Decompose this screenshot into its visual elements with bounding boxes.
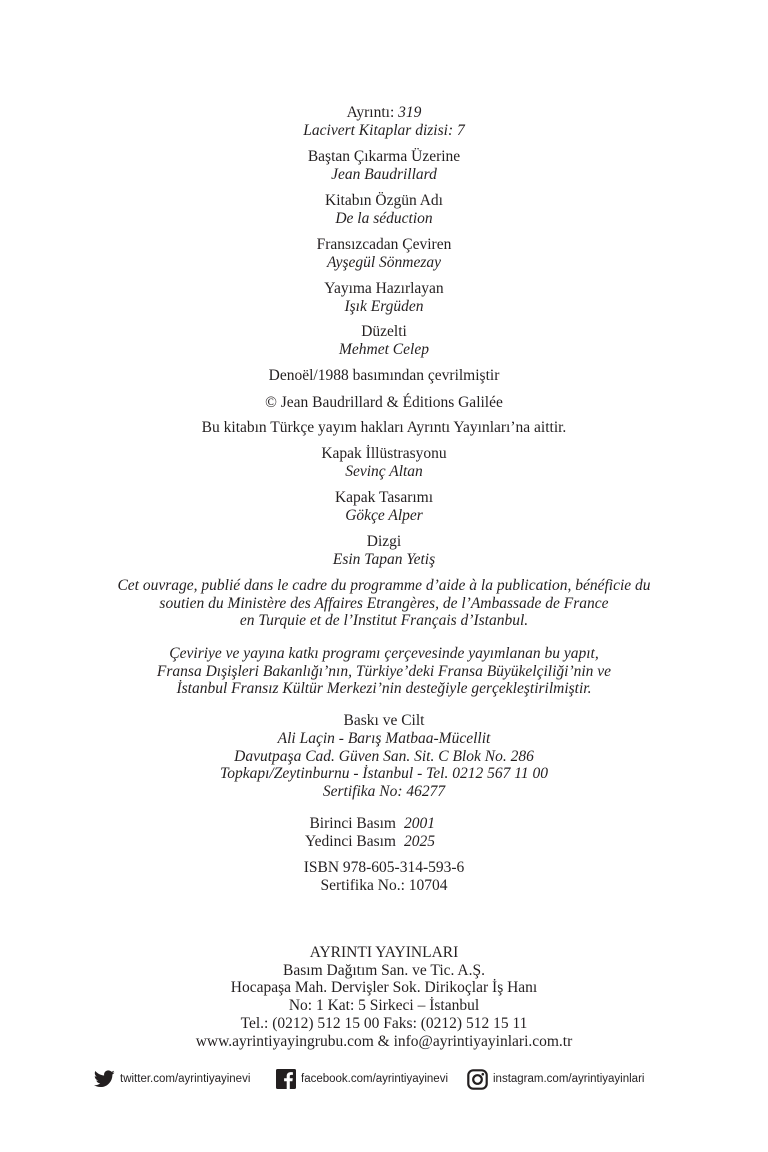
support-fr-line: Cet ouvrage, publié dans le cadre du programme d’aide à la publication, bénéficie du xyxy=(117,577,651,594)
sub-series: Lacivert Kitaplar dizisi: 7 xyxy=(303,122,465,139)
publisher-address: Hocapaşa Mah. Dervişler Sok. Dirikoçlar İş Hanı xyxy=(230,979,538,996)
cover-illustration-name: Sevinç Altan xyxy=(345,463,423,480)
cover-illustration-label: Kapak İllüstrasyonu xyxy=(321,445,447,462)
translator-name: Ayşegül Sönmezay xyxy=(326,254,442,271)
printer-line: Topkapı/Zeytinburnu - İstanbul - Tel. 0212 567 11 00 xyxy=(220,765,548,782)
support-tr-line: Çeviriye ve yayına katkı programı çerçevesinde yayımlanan bu yapıt, xyxy=(169,645,599,662)
edition-year: 2001 xyxy=(404,815,435,832)
isbn: ISBN 978-605-314-593-6 xyxy=(303,859,465,876)
cover-design-label: Kapak Tasarımı xyxy=(334,489,434,506)
series-label: Ayrıntı: xyxy=(346,104,399,121)
edition-label: Yedinci Basım xyxy=(304,833,396,850)
editor-label: Yayıma Hazırlayan xyxy=(324,280,444,297)
typesetting-label: Dizgi xyxy=(366,533,402,550)
series-number: 319 xyxy=(398,104,422,121)
printing-label: Baskı ve Cilt xyxy=(343,712,425,729)
instagram-icon xyxy=(467,1069,493,1090)
instagram-link[interactable] xyxy=(467,1066,644,1092)
support-fr-line: soutien du Ministère des Affaires Etrangères, de l’Ambassade de France xyxy=(159,595,609,612)
author-name: Jean Baudrillard xyxy=(331,166,437,183)
edition-year-cell xyxy=(404,833,524,851)
original-title: De la séduction xyxy=(335,210,433,227)
certificate-number: Sertifika No.: 10704 xyxy=(320,877,448,894)
series-line xyxy=(0,104,768,122)
facebook-link[interactable] xyxy=(276,1066,448,1092)
printer-line: Ali Laçin - Barış Matbaa-Mücellit xyxy=(277,730,491,747)
proofreader-name: Mehmet Celep xyxy=(339,341,429,358)
publisher-web-email[interactable]: www.ayrintiyayingrubu.com & info@ayrintiyayinlari.com.tr xyxy=(195,1033,573,1050)
book-title: Baştan Çıkarma Üzerine xyxy=(307,148,461,165)
publisher-line: Basım Dağıtım San. ve Tic. A.Ş. xyxy=(283,962,485,979)
twitter-icon xyxy=(94,1070,120,1088)
edition-year-cell xyxy=(404,815,524,833)
edition-row xyxy=(0,833,396,851)
publisher-address: No: 1 Kat: 5 Sirkeci – İstanbul xyxy=(288,997,480,1014)
support-fr-line: en Turquie et de l’Institut Français d’Istanbul. xyxy=(239,612,529,629)
printer-line: Davutpaşa Cad. Güven San. Sit. C Blok No. 286 xyxy=(234,748,534,765)
publisher-name: AYRINTI YAYINLARI xyxy=(309,944,459,961)
support-tr-line: Fransa Dışişleri Bakanlığı’nın, Türkiye’deki Fransa Büyükelçiliği’nin ve xyxy=(156,663,612,680)
copyright-notice: © Jean Baudrillard & Éditions Galilée xyxy=(265,394,503,411)
original-title-label: Kitabın Özgün Adı xyxy=(325,192,443,209)
editor-name: Işık Ergüden xyxy=(344,298,424,315)
edition-row xyxy=(0,815,396,833)
printer-line: Sertifika No: 46277 xyxy=(322,783,446,800)
facebook-icon xyxy=(276,1069,301,1089)
edition-year: 2025 xyxy=(404,833,435,850)
twitter-link[interactable] xyxy=(94,1066,250,1092)
typesetting-name: Esin Tapan Yetiş xyxy=(332,551,436,568)
edition-note: Denoël/1988 basımından çevrilmiştir xyxy=(268,367,500,384)
translator-label: Fransızcadan Çeviren xyxy=(316,236,452,253)
proofreader-label: Düzelti xyxy=(361,323,407,340)
facebook-handle: facebook.com/ayrintiyayinevi xyxy=(301,1073,449,1085)
turkish-rights: Bu kitabın Türkçe yayım hakları Ayrıntı Yayınları’na aittir. xyxy=(201,419,567,436)
twitter-handle: twitter.com/ayrintiyayinevi xyxy=(120,1073,251,1085)
publisher-phone: Tel.: (0212) 512 15 00 Faks: (0212) 512 15 11 xyxy=(240,1015,528,1032)
support-tr-line: İstanbul Fransız Kültür Merkezi’nin desteğiyle gerçekleştirilmiştir. xyxy=(176,680,592,697)
instagram-handle: instagram.com/ayrintiyayinlari xyxy=(493,1073,645,1085)
edition-label: Birinci Basım xyxy=(309,815,396,832)
cover-design-name: Gökçe Alper xyxy=(345,507,423,524)
